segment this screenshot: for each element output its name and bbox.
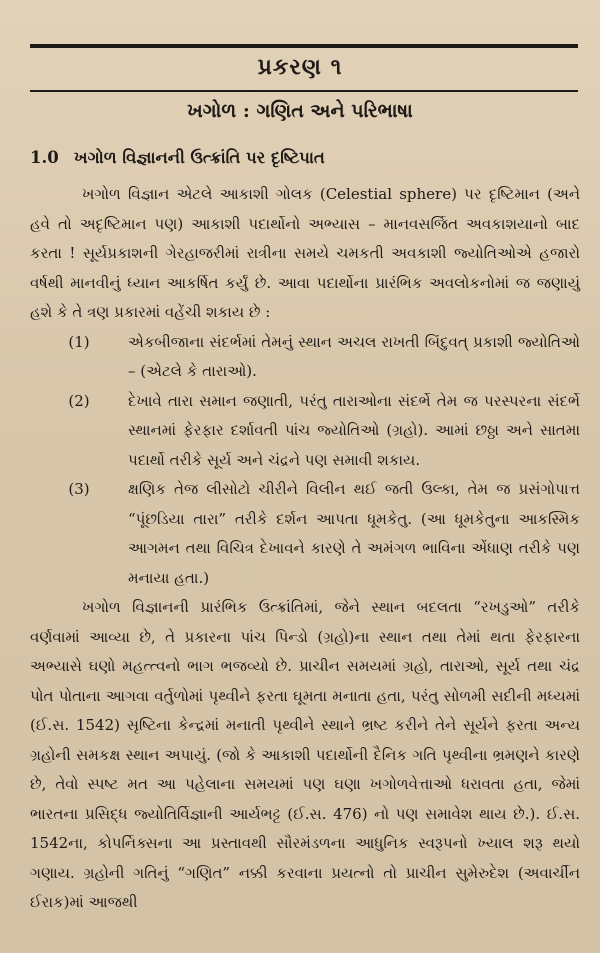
chapter-rule bbox=[30, 90, 578, 92]
top-rule bbox=[30, 44, 578, 48]
chapter-title: ખગોળ : ગણિત અને પરિભાષા bbox=[187, 100, 413, 122]
list-marker: (2) bbox=[68, 391, 90, 410]
chapter-label: પ્રકરણ ૧ bbox=[257, 54, 343, 80]
section-heading bbox=[30, 148, 580, 168]
body-text bbox=[30, 180, 580, 918]
list-item-text: એકબીજાના સંદર્ભમાં તેમનું સ્થાન અચલ રાખતી બિંદુવત્ પ્રકાશી જ્યોતિઓ – (એટલે કે તારાઓ). bbox=[128, 332, 580, 380]
list-item-text: ક્ષણિક તેજ લીસોટો ચીરીને વિલીન થઈ જતી ઉલ્કા, તેમ જ પ્રસંગોપાત્ત “પૂંછડિયા તારા” તરીકે દર્શન આપતા ધૂમકેતુ. (આ ધૂમકેતુના આકસ્મિક આગમન તથા વિચિત્ર દેખાવને કારણે તે અમંગળ ભાવિના એંધાણ તરીકે પણ મનાયા હતા.) bbox=[128, 480, 580, 587]
list-item bbox=[30, 387, 580, 476]
list-marker: (3) bbox=[68, 480, 90, 498]
section-number: 1.0 bbox=[30, 148, 59, 167]
category-list bbox=[30, 328, 580, 594]
list-item bbox=[30, 328, 580, 387]
section-title: ખગોળ વિજ્ઞાનની ઉત્ક્રાંતિ પર દૃષ્ટિપાત bbox=[74, 148, 325, 167]
paragraph-2: ખગોળ વિજ્ઞાનની પ્રારંભિક ઉત્ક્રાંતિમાં, જેને સ્થાન બદલતા “રખડુઓ” તરીકે વર્ણવામાં આવ્યા છે, તે પ્રકારના પાંચ પિન્ડો (ગ્રહો)ના સ્થાન તથા તેમાં થતા ફેરફારના અભ્યાસે ઘણો મહત્ત્વનો ભાગ ભજવ્યો છે. પ્રાચીન સમયમાં ગ્રહો, તારાઓ, સૂર્ય તથા ચંદ્ર પોત પોતાના આગવા વર્તુળોમાં પૃથ્વીને ફરતા ઘૂમતા મનાતા હતા, પરંતુ સોળમી સદીની મધ્યમાં (ઈ.સ. 1542) સૃષ્ટિના કેન્દ્રમાં મનાતી પૃથ્વીને સ્થાને ભ્રષ્ટ કરીને તેને સૂર્યને ફરતા અન્ય ગ્રહોની સમકક્ષ સ્થાન અપાયું. (જો કે આકાશી પદાર્થોની દૈનિક ગતિ પૃથ્વીના ભ્રમણને કારણે છે, તેવો સ્પષ્ટ મત આ પહેલાના સમયમાં પણ ઘણા ખગોળવેત્તાઓ ધરાવતા હતા, જેમાં ભારતના પ્રસિદ્ધ જ્યોતિર્વિજ્ઞાની આર્યભટ્ટ (ઈ.સ. 476) નો પણ સમાવેશ થાય છે.). ઈ.સ. 1542ના, કોપર્નિક્સના આ પ્રસ્તાવથી સૌરમંડળના આધુનિક સ્વરૂપનો ખ્યાલ શરૂ થયો ગણાય. ગ્રહોની ગતિનું “ગણિત” નક્કી કરવાના પ્રયત્નો તો પ્રાચીન સુમેરુદેશ (અવાર્ચીન ઈરાક)માં આજથી bbox=[30, 598, 580, 911]
paragraph-1: ખગોળ વિજ્ઞાન એટલે આકાશી ગોલક (Celestial sphere) પર દૃષ્ટિમાન (અને હવે તો અદૃષ્ટિમાન પણ) આકાશી પદાર્થોનો અભ્યાસ – માનવસર્જિત અવકાશયાનો બાદ કરતા ! સૂર્યપ્રકાશની ગેરહાજરીમાં રાત્રીના સમયે ચમકતી અવકાશી જ્યોતિઓએ હજારો વર્ષથી માનવીનું ધ્યાન આકર્ષિત કર્યું છે. આવા પદાર્થોના પ્રારંભિક અવલોકનોમાં જ જણાયું હશે કે તે ત્રણ પ્રકારમાં વહેંચી શકાય છે : bbox=[30, 185, 580, 321]
list-item-text: દેખાવે તારા સમાન જણાતી, પરંતુ તારાઓના સંદર્ભે તેમ જ પરસ્પરના સંદર્ભે સ્થાનમાં ફેરફાર દર્શાવતી પાંચ જ્યોતિઓ (ગ્રહો). આમાં છઠ્ઠા અને સાતમા પદાર્થો તરીકે સૂર્ય અને ચંદ્રને પણ સમાવી શકાય. bbox=[128, 391, 580, 469]
list-marker: (1) bbox=[68, 332, 90, 351]
list-item bbox=[30, 475, 580, 593]
